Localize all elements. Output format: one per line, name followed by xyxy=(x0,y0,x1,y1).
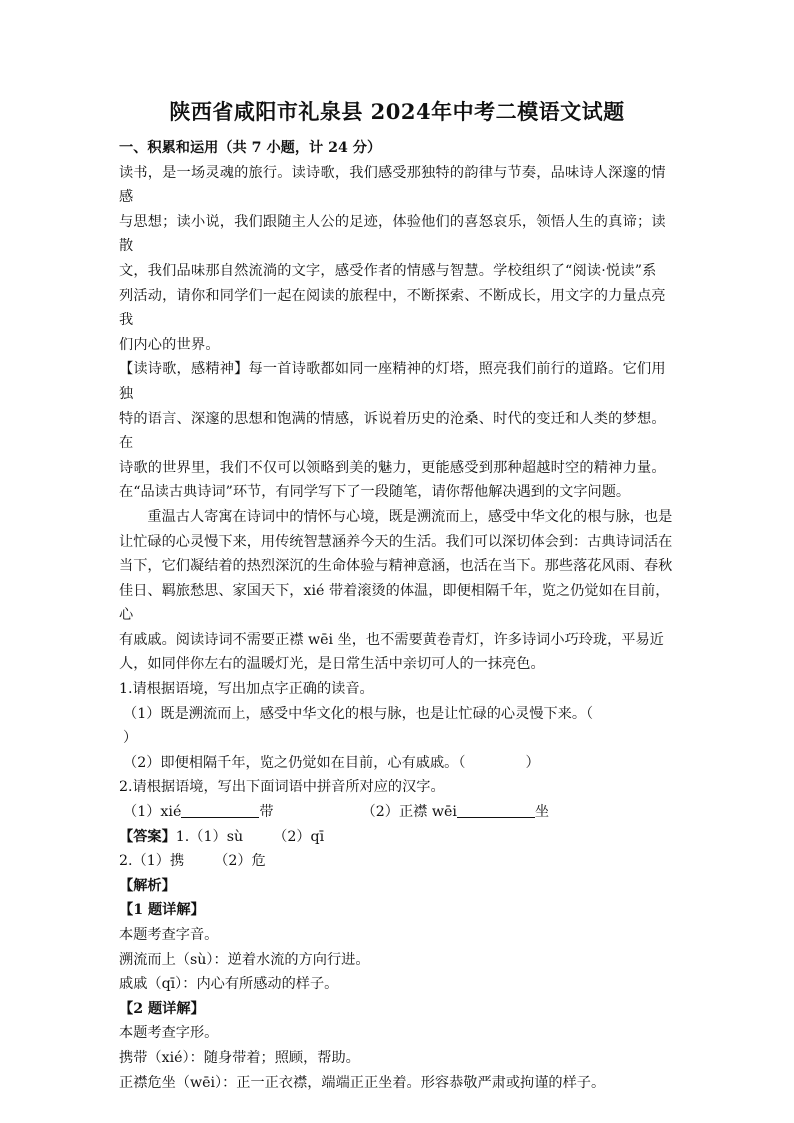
question-text: 坐 xyxy=(534,804,550,821)
closing-paren: ） xyxy=(525,754,540,771)
analysis-text: 戚戚（qī）：内心有所感动的样子。 xyxy=(119,976,339,993)
intro-line: 与思想；读小说，我们跟随主人公的足迹，体验他们的喜怒哀乐，领悟人生的真谛；读散 xyxy=(119,213,666,255)
answer-line-1 xyxy=(119,825,677,850)
poetry-line: 【读诗歌，感精神】每一首诗歌都如同一座精神的灯塔，照亮我们前行的道路。它们用独 xyxy=(119,361,666,402)
question-2-stem: 2.请根据语境，写出下面词语中拼音所对应的汉字。 xyxy=(119,779,445,796)
essay-line: 让忙碌的心灵慢下来，用传统智慧涵养今天的生活。我们可以深切体会到：古典诗词活在 xyxy=(119,533,673,550)
essay-paragraph xyxy=(119,505,677,677)
question-1-item-2 xyxy=(119,751,677,776)
poetry-line: 特的语言、深邃的思想和饱满的情感，诉说着历史的沧桑、时代的变迁和人类的梦想。在 xyxy=(119,410,666,452)
instruction-text: 在“品读古典诗词”环节，有同学写下了一段随笔，请你帮他解决遇到的文字问题。 xyxy=(119,484,631,501)
answer-line-2 xyxy=(119,849,677,874)
intro-line: 读书，是一场灵魂的旅行。读诗歌，我们感受那独特的韵律与节奏，品味诗人深邃的情感 xyxy=(119,164,666,206)
poetry-line: 诗歌的世界里，我们不仅可以领略到美的魅力，更能感受到那种超越时空的精神力量。 xyxy=(119,459,666,476)
essay-line: 有戚戚。阅读诗词不需要正襟 wēi 坐，也不需要黄卷青灯，许多诗词小巧玲珑，平易近 xyxy=(119,631,664,648)
essay-line: 人，如同伴你左右的温暖灯光，是日常生活中亲切可人的一抹亮色。 xyxy=(119,656,545,673)
answer-text: 1.（1）sù xyxy=(175,828,244,845)
answer-text: （2）qī xyxy=(273,828,325,845)
essay-line: 重温古人寄寓在诗词中的情怀与心境，既是溯流而上，感受中华文化的根与脉，也是 xyxy=(147,508,673,525)
answer-text: 2.（1）携 xyxy=(119,853,185,870)
intro-line: 文，我们品味那自然流淌的文字，感受作者的情感与智慧。学校组织了“阅读·悦读”系 xyxy=(119,262,657,279)
analysis-text: 携带（xié）：随身带着；照顾，帮助。 xyxy=(119,1049,360,1066)
intro-paragraph xyxy=(119,161,677,358)
essay-line: 当下，它们凝结着的热烈深沉的生命体验与精神意涵，也活在当下。那些落花风雨、春秋 xyxy=(119,558,673,575)
analysis-text: 正襟危坐（wēi）：正一正衣襟，端端正正坐着。形容恭敬严肃或拘谨的样子。 xyxy=(119,1074,606,1091)
answer-text: （2）危 xyxy=(214,853,266,870)
intro-line: 们内心的世界。 xyxy=(119,336,220,353)
document-content xyxy=(119,136,677,1095)
essay-line: 佳日、羁旅愁思、家国天下，xié 带着滚烫的体温，即便相隔千年，览之仍觉如在目前，心 xyxy=(119,582,670,624)
analysis-subheading: 【2 题详解】 xyxy=(119,1000,205,1017)
fill-blank[interactable] xyxy=(181,803,259,818)
question-1-stem: 1.请根据语境，写出加点字正确的读音。 xyxy=(119,681,374,698)
question-1-item-1 xyxy=(119,702,677,751)
fill-blank[interactable] xyxy=(457,803,535,818)
intro-line: 列活动，请你和同学们一起在阅读的旅程中，不断探索、不断成长，用文字的力量点亮我 xyxy=(119,287,666,329)
closing-paren: ） xyxy=(123,730,138,747)
question-text: 带 xyxy=(259,804,274,821)
page-title: 陕西省咸阳市礼泉县 2024年中考二模语文试题 xyxy=(169,99,625,124)
analysis-label: 【解析】 xyxy=(119,877,176,894)
question-text: （1）xié xyxy=(123,804,182,821)
question-2-items xyxy=(119,800,677,825)
poetry-paragraph xyxy=(119,357,677,480)
question-text: （2）即便相隔千年，览之仍觉如在目前，心有戚戚。（ xyxy=(123,754,466,771)
analysis-subheading: 【1 题详解】 xyxy=(119,902,205,919)
question-text: （1）既是溯流而上，感受中华文化的根与脉，也是让忙碌的心灵慢下来。（ xyxy=(123,705,594,722)
analysis-text: 本题考查字形。 xyxy=(119,1025,219,1042)
question-text: （2）正襟 wēi xyxy=(361,804,457,821)
answer-label: 【答案】 xyxy=(119,828,176,845)
analysis-text: 溯流而上（sù）：逆着水流的方向行进。 xyxy=(119,951,370,968)
analysis-text: 本题考查字音。 xyxy=(119,927,219,943)
section-header: 一、积累和运用（共 7 小题，计 24 分） xyxy=(119,140,382,156)
